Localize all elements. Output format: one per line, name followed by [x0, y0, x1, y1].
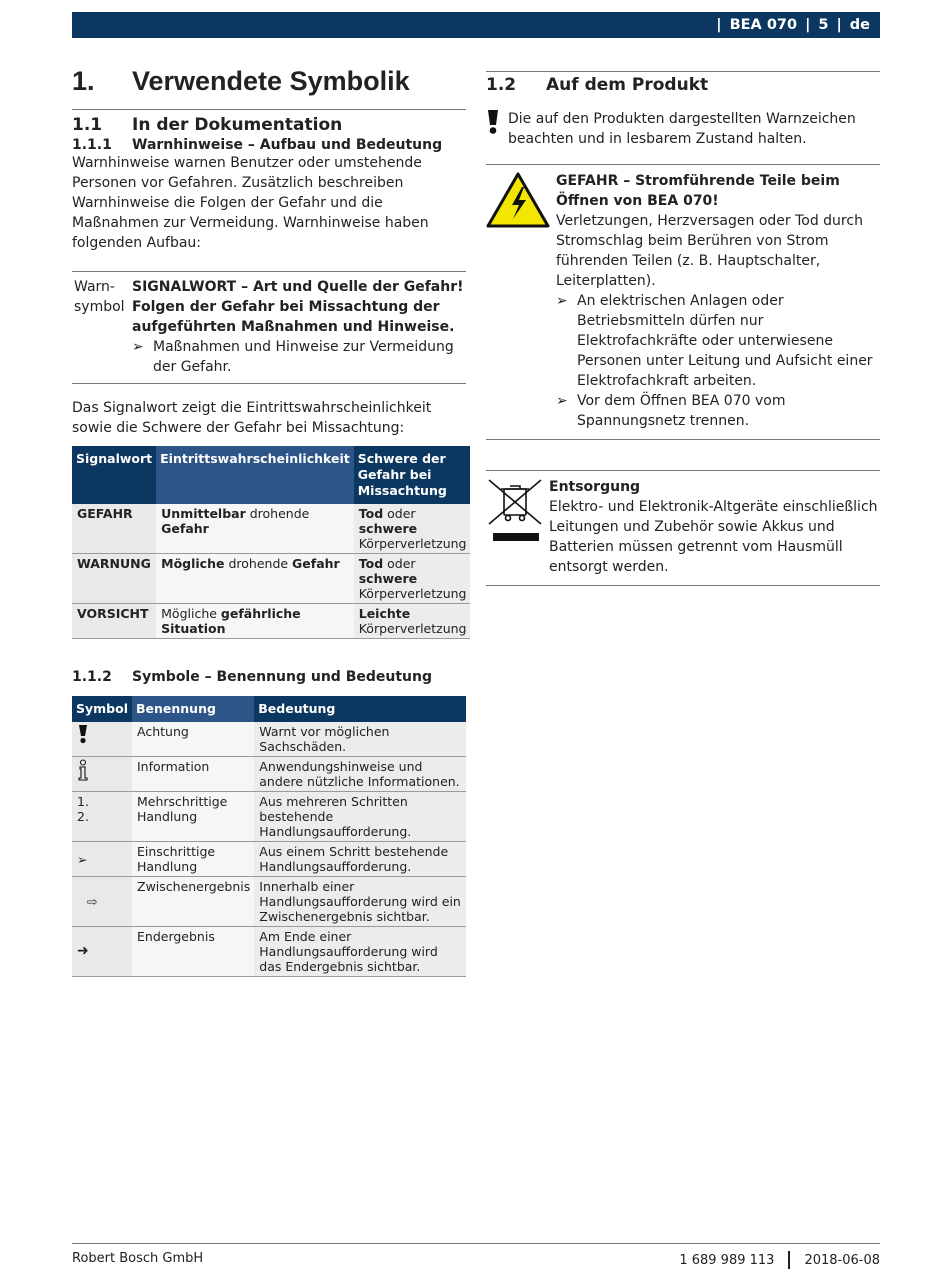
step-arrow-icon: ➢ [556, 293, 568, 309]
section-number: 1.1.1 [72, 137, 112, 153]
symbol-name: Endergebnis [132, 927, 254, 977]
info-icon [77, 759, 89, 781]
severity-cell: Tod oder schwere Körperverletzung [354, 504, 471, 554]
section-1-1-heading [72, 115, 466, 135]
symbol-name: Zwischenergebnis [132, 877, 254, 927]
table-row [72, 792, 466, 842]
header-bar [72, 12, 880, 38]
section-1-heading [72, 66, 466, 110]
danger-title: GEFAHR – Stromführende Teile beim Öffnen von BEA 070! [556, 173, 840, 209]
symbol-name: Mehrschrittige Handlung [132, 792, 254, 842]
signal-word: GEFAHR [72, 504, 156, 554]
footer-date: 2018-06-08 [804, 1252, 880, 1268]
signal-word: VORSICHT [72, 604, 156, 639]
left-column [72, 66, 466, 977]
danger-step [556, 391, 880, 431]
symbol-name: Achtung [132, 722, 254, 757]
intermediate-result-icon: ⇨ [72, 877, 132, 927]
table-row [72, 877, 466, 927]
weee-bin-icon [486, 477, 544, 545]
warning-intro-text: Warnhinweise warnen Benutzer oder umstehende Personen vor Gefahren. Zusätzlich beschreiben Warnhinweise die Folgen der Gefahr und die Maßnahmen zur Vermeidung. Warnhinweise haben folgenden Aufbau: [72, 155, 429, 251]
table-header: Benennung [132, 696, 254, 722]
symbol-meaning: Innerhalb einer Handlungsaufforderung wird ein Zwischenergebnis sichtbar. [254, 877, 466, 927]
header-separator: | [716, 17, 722, 33]
step-text: Maßnahmen und Hinweise zur Vermeidung der Gefahr. [153, 339, 454, 375]
step-arrow-icon: ➢ [132, 339, 144, 355]
product-note-text: Die auf den Produkten dargestellten Warnzeichen beachten und in lesbarem Zustand halten. [508, 111, 856, 147]
symbol-meaning: Warnt vor möglichen Sachschäden. [254, 722, 466, 757]
high-voltage-warning-icon [486, 171, 550, 229]
section-1-1-2-heading [72, 669, 466, 685]
table-header: Schwere der Gefahr bei Missachtung [354, 446, 471, 504]
section-title: Auf dem Produkt [546, 75, 709, 95]
header-separator: | [805, 17, 811, 33]
section-title: Symbole – Benennung und Bedeutung [132, 669, 432, 685]
consequence-text: Folgen der Gefahr bei Missachtung der aufgeführten Maßnahmen und Hinweise. [132, 299, 455, 335]
exclamation-icon [77, 724, 89, 744]
header-page: 5 [818, 17, 829, 33]
footer-divider [788, 1251, 790, 1269]
symbol-cell [72, 757, 132, 792]
footer-company: Robert Bosch GmbH [72, 1251, 204, 1266]
probability-cell: Unmittelbar drohende Gefahr [156, 504, 354, 554]
right-column [486, 71, 880, 586]
signal-table [72, 446, 470, 639]
section-title: In der Dokumentation [132, 115, 343, 135]
product-note [486, 109, 880, 149]
disposal-text: Elektro- und Elektronik-Altgeräte einschließlich Leitungen und Zubehör sowie Akkus und Batterien müssen getrennt vom Hausmüll entsorgt werden. [549, 499, 878, 575]
table-row [72, 554, 470, 604]
section-1-2-heading [486, 75, 880, 95]
section-title: Warnhinweise – Aufbau und Bedeutung [132, 137, 443, 153]
table-row [72, 927, 466, 977]
footer [72, 1243, 880, 1269]
signalword-title: SIGNALWORT – Art und Quelle der Gefahr! [132, 279, 464, 295]
footer-docnum: 1 689 989 113 [679, 1252, 775, 1268]
severity-cell: Tod oder schwere Körperverletzung [354, 554, 471, 604]
danger-text: Verletzungen, Herzversagen oder Tod durch Stromschlag beim Berühren von Strom führenden Teilen (z. B. Hauptschalter, Leiterplatten). [556, 213, 863, 289]
section-number: 1.1.2 [72, 669, 112, 685]
section-number: 1.2 [486, 75, 517, 95]
symbol-cell [72, 722, 132, 757]
table-row [72, 604, 470, 639]
footer-right [679, 1251, 880, 1269]
disposal-title: Entsorgung [549, 479, 641, 495]
danger-box [486, 164, 880, 440]
header-product: BEA 070 [729, 17, 798, 33]
header-lang: de [849, 17, 870, 33]
section-1-1-1-heading [72, 137, 466, 153]
symbol-cell: 1. 2. [72, 792, 132, 842]
table-header: Eintrittswahrscheinlichkeit [156, 446, 354, 504]
end-result-icon: ➜ [72, 927, 132, 977]
warn-symbol-label: Warn-symbol [74, 279, 125, 315]
table-header-row [72, 696, 466, 722]
step-arrow-icon: ➢ [556, 393, 568, 409]
symbol-meaning: Aus einem Schritt bestehende Handlungsaufforderung. [254, 842, 466, 877]
section-title: Verwendete Symbolik [132, 66, 410, 96]
symbol-table [72, 696, 466, 977]
probability-cell: Mögliche drohende Gefahr [156, 554, 354, 604]
table-row [72, 504, 470, 554]
signal-intro-text: Das Signalwort zeigt die Eintrittswahrscheinlichkeit sowie die Schwere der Gefahr bei Missachtung: [72, 400, 432, 436]
signal-word: WARNUNG [72, 554, 156, 604]
symbol-meaning: Aus mehreren Schritten bestehende Handlungsaufforderung. [254, 792, 466, 842]
table-header: Bedeutung [254, 696, 466, 722]
table-row [72, 722, 466, 757]
exclamation-icon [486, 109, 500, 135]
table-header: Signalwort [72, 446, 156, 504]
measure-step [132, 337, 466, 377]
section-number: 1. [72, 66, 95, 96]
severity-cell: Leichte Körperverletzung [354, 604, 471, 639]
section-1-2-block [486, 71, 880, 149]
table-row [72, 842, 466, 877]
header-separator: | [836, 17, 842, 33]
symbol-name: Information [132, 757, 254, 792]
symbol-meaning: Anwendungshinweise und andere nützliche Informationen. [254, 757, 466, 792]
table-header: Symbol [72, 696, 132, 722]
danger-step [556, 291, 880, 391]
step-text: Vor dem Öffnen BEA 070 vom Spannungsnetz trennen. [577, 393, 786, 429]
single-step-icon: ➢ [72, 842, 132, 877]
probability-cell: Mögliche gefährliche Situation [156, 604, 354, 639]
disposal-box [486, 470, 880, 586]
section-number: 1.1 [72, 115, 103, 135]
warning-structure-box [72, 271, 466, 384]
step-text: An elektrischen Anlagen oder Betriebsmitteln dürfen nur Elektrofachkräfte oder unterwiesene Personen unter Leitung und Aufsicht einer Elektrofachkraft arbeiten. [577, 293, 873, 389]
symbol-meaning: Am Ende einer Handlungsaufforderung wird das Endergebnis sichtbar. [254, 927, 466, 977]
symbol-name: Einschrittige Handlung [132, 842, 254, 877]
table-row [72, 757, 466, 792]
table-header-row [72, 446, 470, 504]
